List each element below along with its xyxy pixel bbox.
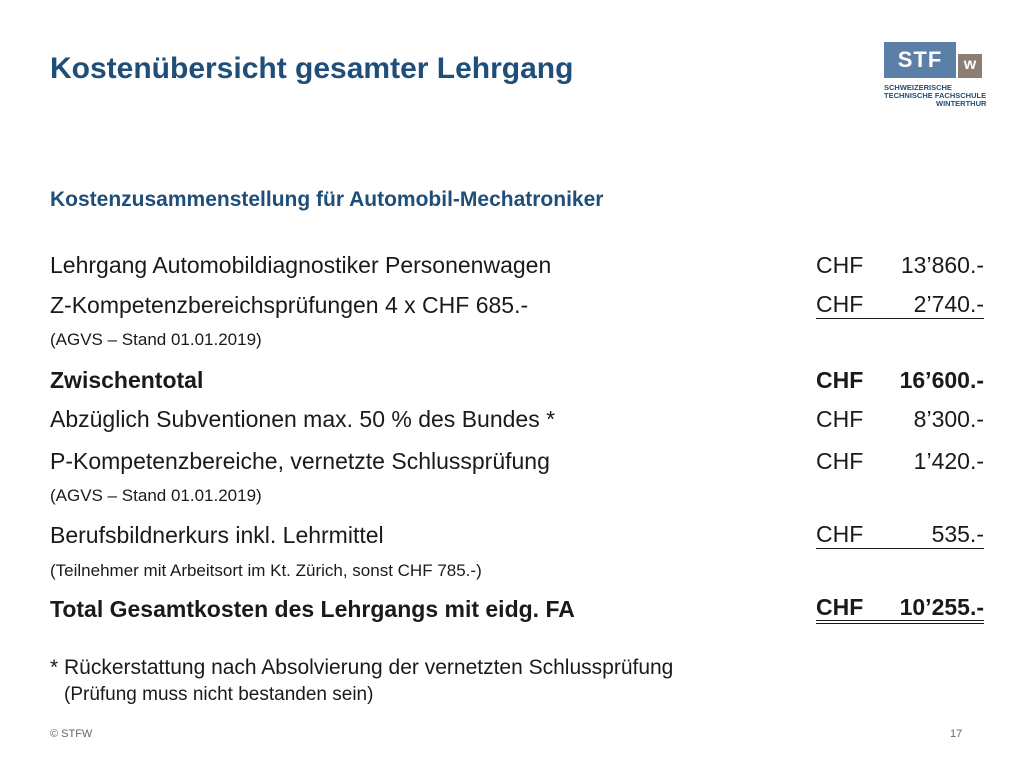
currency: CHF	[816, 594, 864, 620]
cost-row-note	[50, 484, 985, 508]
currency: CHF	[816, 252, 864, 278]
cost-row-label: Total Gesamtkosten des Lehrgangs mit eidg. FA	[50, 596, 575, 622]
cost-row-label: Lehrgang Automobildiagnostiker Personenwagen	[50, 252, 552, 278]
cost-row-label: Z-Kompetenzbereichsprüfungen 4 x CHF 685.-	[50, 292, 529, 318]
amount-value: 13’860.-	[900, 252, 984, 278]
currency: CHF	[816, 448, 864, 474]
cost-row-amount	[816, 290, 984, 319]
logo-text-line3: WINTERTHUR	[936, 99, 987, 108]
cost-row-label: (AGVS – Stand 01.01.2019)	[50, 486, 262, 505]
cost-row-amount	[816, 594, 984, 624]
cost-row-label: Abzüglich Subventionen max. 50 % des Bundes *	[50, 406, 556, 432]
currency: CHF	[816, 521, 864, 547]
footnote: * Rückerstattung nach Absolvierung der vernetzten Schlussprüfung	[50, 656, 674, 679]
footnote-subtext: (Prüfung muss nicht bestanden sein)	[64, 684, 374, 705]
cost-row-zwischentotal	[50, 365, 985, 395]
slide-title: Kostenübersicht gesamter Lehrgang	[50, 52, 574, 85]
cost-row-amount	[816, 250, 984, 280]
cost-row-label: (AGVS – Stand 01.01.2019)	[50, 330, 262, 349]
cost-row-note	[50, 328, 985, 352]
cost-row-total	[50, 594, 985, 624]
logo-mark-letter: w	[958, 54, 982, 78]
cost-row-label: (Teilnehmer mit Arbeitsort im Kt. Zürich, sonst CHF 785.-)	[50, 561, 482, 580]
logo-mark: STF	[884, 42, 956, 78]
amount-value: 10’255.-	[899, 594, 984, 620]
cost-row-label: Berufsbildnerkurs inkl. Lehrmittel	[50, 522, 384, 548]
stfw-logo	[884, 42, 987, 108]
cost-row-note	[50, 559, 985, 583]
cost-row-lehrgang	[50, 250, 985, 280]
cost-row-amount	[816, 520, 984, 549]
cost-row-amount	[816, 365, 984, 395]
cost-row-label: P-Kompetenzbereiche, vernetzte Schlussprüfung	[50, 448, 550, 474]
amount-value: 535.-	[931, 521, 984, 547]
amount-value: 2’740.-	[913, 291, 984, 317]
cost-row-amount	[816, 404, 984, 434]
currency: CHF	[816, 406, 864, 432]
cost-row-berufsbildnerkurs	[50, 520, 985, 550]
cost-row-p-kompetenz	[50, 446, 985, 476]
copyright: © STFW	[50, 728, 93, 740]
cost-row-z-kompetenz	[50, 290, 985, 320]
currency: CHF	[816, 367, 864, 393]
logo-text-line1: SCHWEIZERISCHE	[884, 83, 952, 92]
cost-row-subventionen	[50, 404, 985, 434]
logo-text-line2: TECHNISCHE FACHSCHULE	[884, 91, 987, 100]
currency: CHF	[816, 291, 864, 317]
slide-subtitle: Kostenzusammenstellung für Automobil-Mechatroniker	[50, 188, 604, 211]
amount-value: 8’300.-	[913, 406, 984, 432]
amount-value: 1’420.-	[913, 448, 984, 474]
cost-row-label: Zwischentotal	[50, 367, 204, 393]
page-number: 17	[950, 728, 963, 740]
amount-value: 16’600.-	[899, 367, 984, 393]
cost-row-amount	[816, 446, 984, 476]
